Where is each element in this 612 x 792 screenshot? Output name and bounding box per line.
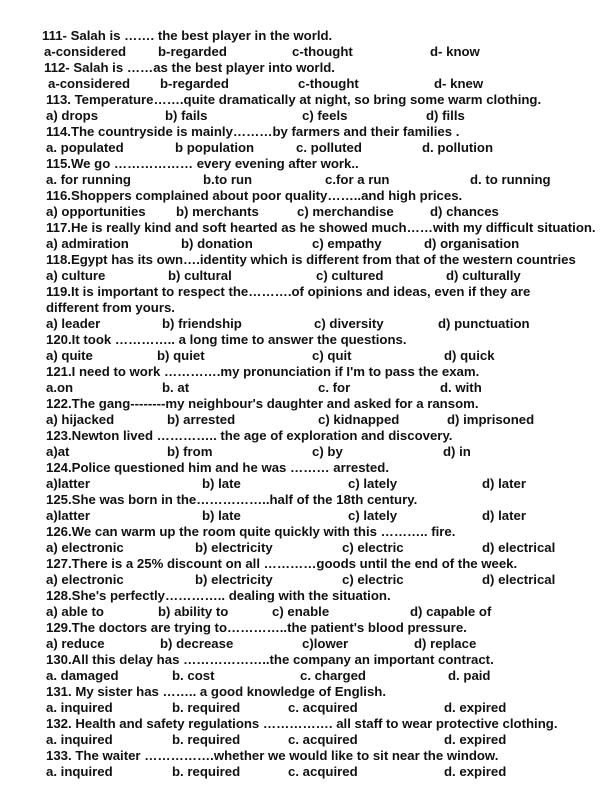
option-c: c) merchandise (297, 204, 394, 219)
option-d: d) punctuation (438, 316, 530, 331)
option-a: a) quite (46, 348, 93, 363)
option-a: a. populated (46, 140, 124, 155)
option-c: c. acquired (288, 732, 358, 747)
option-c: c-thought (292, 44, 353, 59)
answer-options (0, 636, 612, 652)
option-b: b) electricity (195, 540, 273, 555)
option-a: a)at (46, 444, 70, 459)
stem-text: 119.It is important to respect the……….of opinions and ideas, even if they are (46, 284, 531, 299)
option-d: d) organisation (424, 236, 520, 251)
question-stem-continued (0, 300, 612, 316)
option-a: a)latter (46, 508, 90, 523)
answer-options (0, 476, 612, 492)
question-stem (0, 524, 612, 540)
question-stem (0, 220, 612, 236)
option-a: a) able to (46, 604, 104, 619)
option-c: c. acquired (288, 700, 358, 715)
question-stem (0, 332, 612, 348)
option-b: b) decrease (160, 636, 234, 651)
question-stem (0, 684, 612, 700)
question-stem (0, 588, 612, 604)
question-stem (0, 60, 612, 76)
option-c: c) by (312, 444, 343, 459)
answer-options (0, 380, 612, 396)
answer-options (0, 44, 612, 60)
option-b: b) donation (181, 236, 253, 251)
answer-options (0, 268, 612, 284)
stem-text: 124.Police questioned him and he was ……… arrested. (46, 460, 389, 475)
option-b: b) arrested (167, 412, 236, 427)
option-d: d) quick (444, 348, 495, 363)
option-d: d. expired (444, 700, 507, 715)
option-d: d) electrical (482, 572, 556, 587)
option-b: b population (175, 140, 255, 155)
question-stem (0, 156, 612, 172)
stem-text: 115.We go ……………… every evening after work.. (46, 156, 359, 171)
answer-options (0, 572, 612, 588)
stem-text: 114.The countryside is mainly………by farmers and their families . (46, 124, 460, 139)
stem-text: 117.He is really kind and soft hearted as he showed much……with my difficult situation. (46, 220, 596, 235)
option-c: c)lower (302, 636, 349, 651)
option-a: a. inquired (46, 732, 113, 747)
option-c: c) enable (272, 604, 330, 619)
stem-text: 120.It took ………….. a long time to answer the questions. (46, 332, 407, 347)
question-stem (0, 428, 612, 444)
option-c: c) lately (348, 476, 398, 491)
answer-options (0, 76, 612, 92)
option-d: d. paid (448, 668, 491, 683)
answer-options (0, 108, 612, 124)
option-b: b-regarded (158, 44, 227, 59)
option-a: a-considered (44, 44, 127, 59)
option-a: a. inquired (46, 700, 113, 715)
answer-options (0, 604, 612, 620)
question-stem (0, 124, 612, 140)
stem-text: 132. Health and safety regulations ……………. all staff to wear protective clothing. (46, 716, 558, 731)
option-a: a) hijacked (46, 412, 115, 427)
stem-text: 133. The waiter …………….whether we would like to sit near the window. (46, 748, 499, 763)
option-d: d. with (440, 380, 482, 395)
question-stem (0, 652, 612, 668)
answer-options (0, 700, 612, 716)
option-c: c) empathy (312, 236, 382, 251)
option-d: d. to running (470, 172, 551, 187)
answer-options (0, 540, 612, 556)
option-b: b. required (172, 700, 241, 715)
question-stem (0, 716, 612, 732)
option-b: b) late (202, 476, 241, 491)
question-stem (0, 396, 612, 412)
option-a: a) leader (46, 316, 101, 331)
question-stem (0, 364, 612, 380)
option-b: b) from (167, 444, 213, 459)
stem-text: 116.Shoppers complained about poor quality……..and high prices. (46, 188, 463, 203)
stem-text: 113. Temperature…….quite dramatically at night, so bring some warm clothing. (46, 92, 542, 107)
option-a: a. for running (46, 172, 131, 187)
stem-text: 128.She's perfectly………….. dealing with the situation. (46, 588, 391, 603)
question-stem (0, 748, 612, 764)
option-c: c) diversity (314, 316, 384, 331)
stem-text: 127.There is a 25% discount on all …………goods until the end of the week. (46, 556, 518, 571)
option-b: b-regarded (160, 76, 229, 91)
option-d: d- knew (434, 76, 484, 91)
option-a: a. damaged (46, 668, 119, 683)
option-d: d. expired (444, 764, 507, 779)
option-b: b) fails (165, 108, 208, 123)
question-stem (0, 460, 612, 476)
option-b: b. at (162, 380, 190, 395)
option-d: d. pollution (422, 140, 494, 155)
option-c: c) kidnapped (318, 412, 400, 427)
answer-options (0, 732, 612, 748)
answer-options (0, 444, 612, 460)
option-c: c) electric (342, 572, 404, 587)
option-c: c. charged (300, 668, 366, 683)
question-stem (0, 284, 612, 300)
option-c: c) electric (342, 540, 404, 555)
option-a: a-considered (48, 76, 131, 91)
option-d: d. expired (444, 732, 507, 747)
option-c: c-thought (298, 76, 359, 91)
option-d: d) chances (430, 204, 499, 219)
answer-options (0, 348, 612, 364)
option-c: c) quit (312, 348, 352, 363)
option-d: d) capable of (410, 604, 492, 619)
option-a: a) electronic (46, 572, 124, 587)
answer-options (0, 236, 612, 252)
option-a: a.on (46, 380, 74, 395)
stem-text: 131. My sister has …….. a good knowledge of English. (46, 684, 387, 699)
answer-options (0, 508, 612, 524)
stem-text: 122.The gang--------my neighbour's daughter and asked for a ransom. (46, 396, 479, 411)
option-a: a) drops (46, 108, 99, 123)
question-stem (0, 620, 612, 636)
question-stem (0, 92, 612, 108)
answer-options (0, 764, 612, 780)
answer-options (0, 668, 612, 684)
option-c: c. polluted (296, 140, 362, 155)
option-d: d) imprisoned (447, 412, 535, 427)
stem-text: 130.All this delay has ………………..the company an important contract. (46, 652, 494, 667)
answer-options (0, 204, 612, 220)
stem-text: 125.She was born in the……………..half of the 18th century. (46, 492, 418, 507)
option-d: d) in (443, 444, 471, 459)
option-b: b) friendship (162, 316, 242, 331)
option-a: a. inquired (46, 764, 113, 779)
option-b: b. cost (172, 668, 215, 683)
option-c: c) cultured (316, 268, 384, 283)
stem-text: 112- Salah is ……as the best player into world. (44, 60, 335, 75)
option-b: b) merchants (176, 204, 259, 219)
option-a: a) culture (46, 268, 106, 283)
question-stem (0, 252, 612, 268)
option-b: b. required (172, 764, 241, 779)
option-d: d) culturally (446, 268, 521, 283)
question-stem (0, 28, 612, 44)
answer-options (0, 172, 612, 188)
stem-text: 129.The doctors are trying to…………..the patient's blood pressure. (46, 620, 467, 635)
option-b: b) cultural (168, 268, 232, 283)
option-a: a) electronic (46, 540, 124, 555)
option-d: d) later (482, 476, 526, 491)
option-b: b) quiet (157, 348, 205, 363)
option-d: d- know (430, 44, 480, 59)
option-b: b. required (172, 732, 241, 747)
option-d: d) later (482, 508, 526, 523)
option-c: c) lately (348, 508, 398, 523)
option-c: c.for a run (325, 172, 390, 187)
option-a: a) reduce (46, 636, 105, 651)
stem-text: 121.I need to work ………….my pronunciation if I'm to pass the exam. (46, 364, 480, 379)
option-a: a) opportunities (46, 204, 146, 219)
answer-options (0, 140, 612, 156)
question-stem (0, 188, 612, 204)
option-b: b.to run (203, 172, 253, 187)
stem-text: 123.Newton lived ………….. the age of exploration and discovery. (46, 428, 453, 443)
stem-text: different from yours. (46, 300, 175, 315)
option-a: a) admiration (46, 236, 129, 251)
answer-options (0, 412, 612, 428)
option-b: b) late (202, 508, 241, 523)
option-d: d) fills (426, 108, 465, 123)
stem-text: 111- Salah is ……. the best player in the world. (42, 28, 333, 43)
option-d: d) electrical (482, 540, 556, 555)
question-stem (0, 556, 612, 572)
option-d: d) replace (414, 636, 477, 651)
option-c: c. for (318, 380, 351, 395)
question-stem (0, 492, 612, 508)
stem-text: 118.Egypt has its own….identity which is different from that of the western countries (46, 252, 576, 267)
stem-text: 126.We can warm up the room quite quickly with this ……….. fire. (46, 524, 456, 539)
option-a: a)latter (46, 476, 90, 491)
option-c: c) feels (302, 108, 348, 123)
answer-options (0, 316, 612, 332)
option-b: b) electricity (195, 572, 273, 587)
option-c: c. acquired (288, 764, 358, 779)
option-b: b) ability to (158, 604, 229, 619)
